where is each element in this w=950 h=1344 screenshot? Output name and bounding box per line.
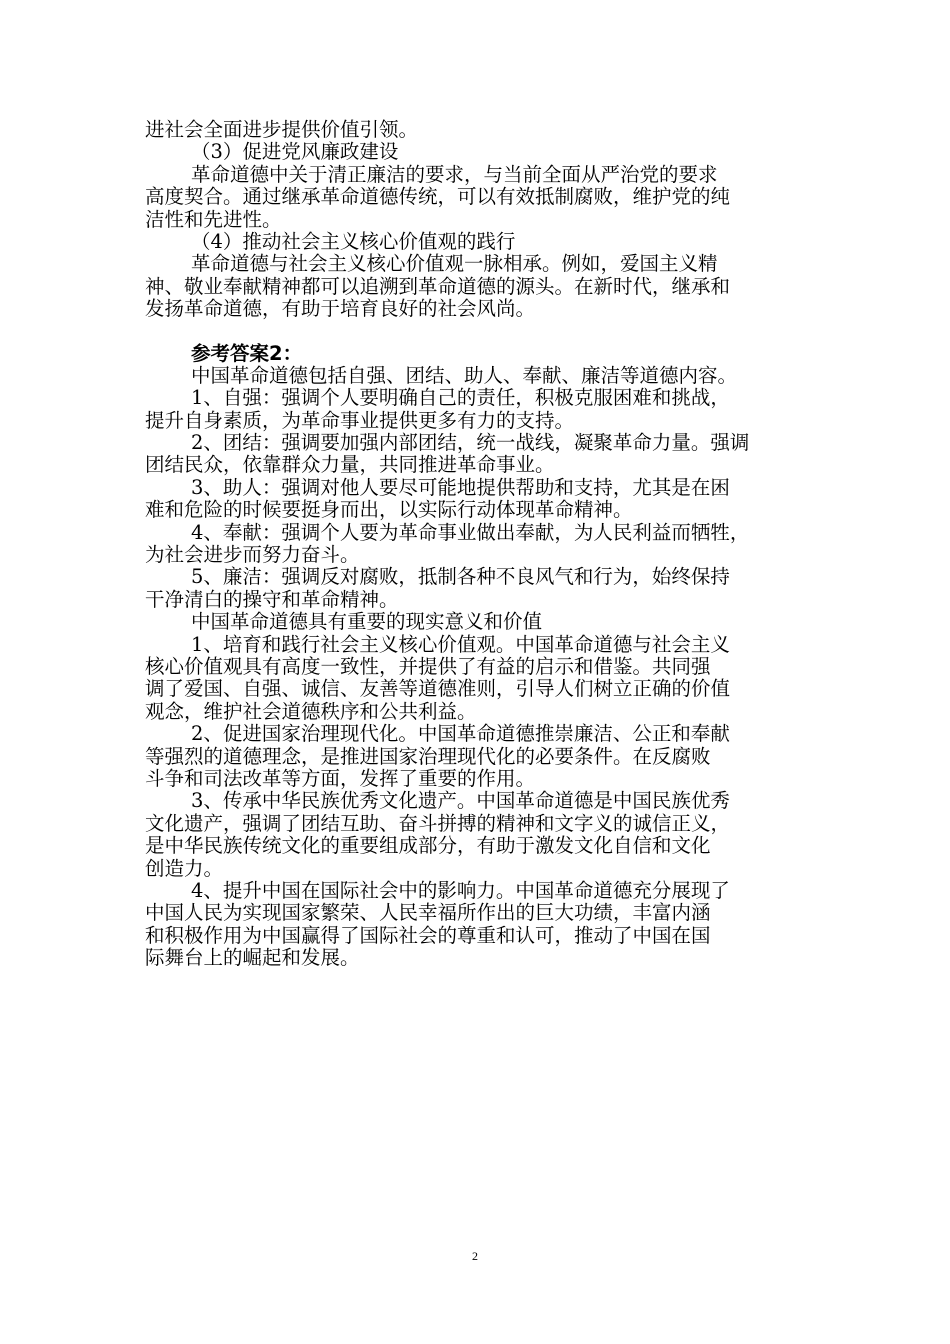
text-line: 4、奉献：强调个人要为革命事业做出奉献，为人民利益而牺牲， bbox=[191, 520, 750, 544]
text-line: 干净清白的操守和革命精神。 bbox=[145, 587, 399, 611]
text-line: 1、培育和践行社会主义核心价值观。中国革命道德与社会主义 bbox=[191, 632, 730, 656]
text-line: 团结民众，依靠群众力量，共同推进革命事业。 bbox=[145, 453, 555, 477]
text-line: 等强烈的道德理念，是推进国家治理现代化的必要条件。在反腐败 bbox=[145, 744, 711, 768]
text-line: 斗争和司法改革等方面，发挥了重要的作用。 bbox=[145, 766, 536, 790]
text-line: 提升自身素质，为革命事业提供更多有力的支持。 bbox=[145, 408, 575, 432]
text-line: 神、敬业奉献精神都可以追溯到革命道德的源头。在新时代，继承和 bbox=[145, 274, 731, 298]
text-line: 难和危险的时候要挺身而出，以实际行动体现革命精神。 bbox=[145, 498, 633, 522]
text-line: 进社会全面进步提供价值引领。 bbox=[145, 118, 419, 141]
text-line: 为社会进步而努力奋斗。 bbox=[145, 543, 360, 567]
text-line: 中国革命道德具有重要的现实意义和价值 bbox=[191, 610, 543, 634]
text-line: 2、促进国家治理现代化。中国革命道德推崇廉洁、公正和奉献 bbox=[191, 722, 730, 746]
text-line: 4、提升中国在国际社会中的影响力。中国革命道德充分展现了 bbox=[191, 878, 730, 902]
paragraph-gap bbox=[145, 321, 815, 343]
text-line: 5、廉洁：强调反对腐败，抵制各种不良风气和行为，始终保持 bbox=[191, 565, 730, 589]
text-line: （4）推动社会主义核心价值观的践行 bbox=[191, 229, 516, 253]
text-line: （3）促进党风廉政建设 bbox=[191, 140, 399, 164]
text-line: 是中华民族传统文化的重要组成部分，有助于激发文化自信和文化 bbox=[145, 834, 711, 858]
text-line: 和积极作用为中国赢得了国际社会的尊重和认可，推动了中国在国 bbox=[145, 923, 711, 947]
text-line: 1、自强：强调个人要明确自己的责任，积极克服困难和挑战， bbox=[191, 386, 730, 410]
text-line: 文化遗产，强调了团结互助、奋斗拼搏的精神和文字义的诚信正义， bbox=[145, 811, 731, 835]
page-number: 2 bbox=[472, 1249, 478, 1263]
text-line: 3、助人：强调对他人要尽可能地提供帮助和支持，尤其是在困 bbox=[191, 475, 730, 499]
text-line: 核心价值观具有高度一致性，并提供了有益的启示和借鉴。共同强 bbox=[145, 654, 711, 678]
answer1-continuation bbox=[145, 119, 815, 321]
text-line: 洁性和先进性。 bbox=[145, 207, 282, 231]
text-line: 发扬革命道德，有助于培育良好的社会风尚。 bbox=[145, 297, 536, 321]
text-line: 革命道德中关于清正廉洁的要求，与当前全面从严治党的要求 bbox=[191, 162, 718, 186]
answer2-body bbox=[145, 365, 815, 970]
text-line: 观念，维护社会道德秩序和公共利益。 bbox=[145, 699, 477, 723]
text-line: 革命道德与社会主义核心价值观一脉相承。例如，爱国主义精 bbox=[191, 252, 718, 276]
document-body bbox=[145, 119, 815, 969]
text-line: 中国革命道德包括自强、团结、助人、奉献、廉洁等道德内容。 bbox=[191, 363, 738, 387]
text-line: 创造力。 bbox=[145, 856, 224, 880]
text-line: 际舞台上的崛起和发展。 bbox=[145, 946, 360, 970]
answer2-heading: 参考答案2： bbox=[191, 341, 303, 365]
text-line: 2、团结：强调要加强内部团结，统一战线，凝聚革命力量。强调 bbox=[191, 431, 750, 455]
text-line: 中国人民为实现国家繁荣、人民幸福所作出的巨大功绩，丰富内涵 bbox=[145, 901, 711, 925]
text-line: 3、传承中华民族优秀文化遗产。中国革命道德是中国民族优秀 bbox=[191, 789, 730, 813]
text-line: 调了爱国、自强、诚信、友善等道德准则，引导人们树立正确的价值 bbox=[145, 677, 731, 701]
text-line: 高度契合。通过继承革命道德传统，可以有效抵制腐败，维护党的纯 bbox=[145, 185, 731, 209]
